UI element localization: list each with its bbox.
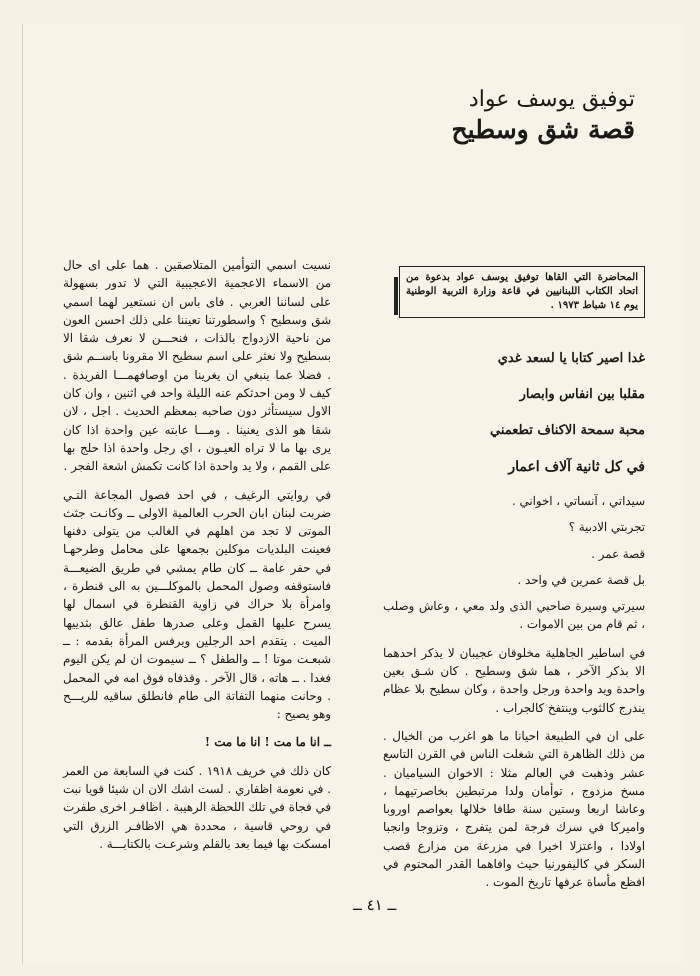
left-column <box>63 256 331 863</box>
intro-box: المحاضرة التي القاها توفيق يوسف عواد بدعوة من اتحاد الكتاب اللبنانيين في قاعة وزارة التربية الوطنية يوم ١٤ شباط ١٩٧٣ . <box>399 266 645 318</box>
paragraph: تجربتي الادبية ؟ <box>568 520 645 535</box>
paragraph: سيرتي وسيرة صاحبي الذى ولد معي ، وعاش وصلب ، ثم قام من بين الاموات . <box>383 599 645 632</box>
author-name: توفيق يوسف عواد <box>468 87 635 112</box>
title-block <box>452 86 635 146</box>
paragraph: كان ذلك في خريف ١٩١٨ . كنت في السابعة من العمر . في نعومة اظفاري . لست اشك الان ان شيئا قويا نبت في فجاة في تلك اللحظة الرهيبة . اظافـر اخرى طفرت في روحي قاسية ، محددة هي الاظافـر الزرق التي امسكت بها فيما بعد بالقلم وشرعـت بالكتابـــة . <box>63 763 331 851</box>
paragraph: نسيت اسمي التوأمين المتلاصقين . هما على اى حال من الاسماء الاعجمية الاعجيبية التي لا تدور بسهولة على لساننا العربي . فاى باس ان نستعير لهما اسمي شق وسطيح ؟ واسطورتنا تعيننا على ذلك احسن العون من ناحية الازدواج بالذات ، فنحـــن لا نعرف شقا الا بسطيح ولا نعثر على اسم سطيح الا مقرونا باســم شق . فضلا عما ينبغي ان يغرينا من اوصافهمـــا الفريدة . كيف لا ومن احدثكم عنه الليلة واحد في اثنين ، وان كان الاول سيستأثر دون صاحبه بمعظم الحديث . اجل ، لان شقا هو الذى يعنينا . ومـــا عابته عين واحدة اذا كان يرى بها ما لا تراه العيـون ، اي رجل واحدة اذا حلج بها على القمم ، ولا يد واحدة اذا كانت تكمش اشعة الفجر . <box>63 258 331 474</box>
paragraph: على ان في الطبيعة احيانا ما هو اغرب من الخيال . من ذلك الظاهرة التي شغلت الناس في القرن التاسع عشر وذهبت في العالم مثلا : الاخوان السياميان . مسخ مزدوج ، توأمان ولدا مرتبطين بخاصرتيهما ، وعاشا اربعا وستين سنة طافا خلالها بعواصم اوروبا واميركا في سرك فرجة لمن يتفرج ، وتزوجا وانجبا اولادا ، واعتزلا اخيرا في مزرعة من مزارع قصب السكر في كاليفورنيا حيث وافاهما القدر المحتوم في افظع مأساة عرفها تاريخ الموت . <box>383 728 645 890</box>
right-column <box>383 266 645 902</box>
page-number: ــ ٤١ ــ <box>353 896 397 914</box>
verse-line: في كل ثانية آلاف اعمار <box>508 459 645 475</box>
article-title: قصة شق وسطيح <box>451 115 635 144</box>
paragraph: سيداتي ، آنساتي ، اخواني . <box>512 494 645 508</box>
document-page <box>22 24 683 964</box>
verse-line: محبة سمحة الاكناف تطعمني <box>490 423 645 438</box>
exclamation-line: ــ انا ما مت ! انا ما مت ! <box>204 735 331 750</box>
paragraph: في اساطير الجاهلية مخلوقان عجيبان لا يذكر احدهما الا بذكر الآخر ، هما شق وسطيح . كان شـق بعين واحدة ويد واحدة ورجل واحدة ، وكان سطيح بلا عظام يندرج كالثوب وينتفخ كالجراب . <box>383 645 645 715</box>
paragraph: في روايتي الرغيف ، في احد فصول المجاعة التـي ضربت لبنان ابان الحرب العالمية الاولى ــ وكانـت جثث الموتى لا تجد من اهلهم في الغالب من يتولى دفنها فعينت البلديات موكلين بجمعها على محامل وطرحهـا في حفر عامة ــ كان طام يمشي في طريق الضيعـــة فاستوقفه وصول المحمل بالموكلـــين به الى قنطرة ، وامرأة بلا حراك في زاوية القنطرة في اسمال لها يسرح عليها القمل وعلى صدرها طفل عالق بثدييها الميت . يتقدم احد الرجلين ويرفس المرأة بقدمه : ــ شبعـت موتا ! ــ والطفل ؟ ــ سيموت ان لم يكن اليوم فغدا . ــ هاته ، قال الآخر . وقذفاه فوق امه في المحمل . وحانت منهما التفاتة الى طام فانطلق ساقيه للريـــح وهو يصيح : <box>63 487 331 722</box>
paragraph: بل قصة عمرين في واحد . <box>517 572 645 587</box>
verse-line: مقلبا بين انفاس وابصار <box>519 387 645 402</box>
paragraph: قصة عمر . <box>591 546 645 561</box>
verse-line: غدا اصير كتابا يا لسعد غدي <box>497 351 645 366</box>
